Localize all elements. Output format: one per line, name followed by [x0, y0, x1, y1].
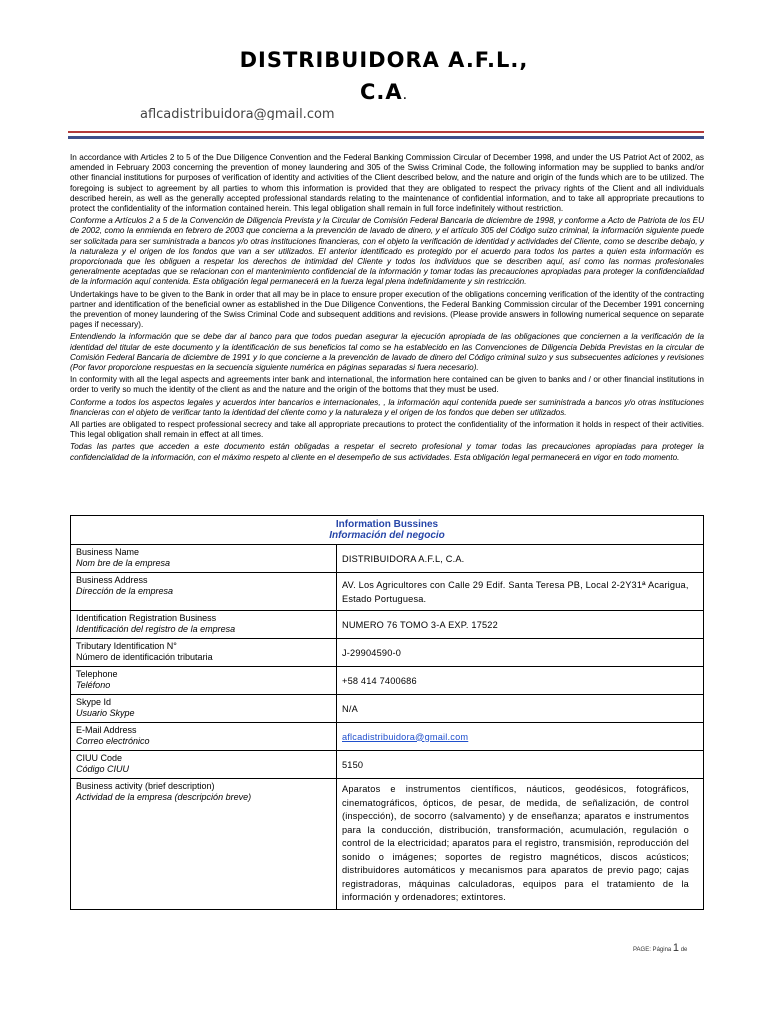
table-row	[71, 667, 704, 695]
business-info-table	[70, 515, 704, 910]
label-en: Business Name	[76, 547, 140, 557]
email-cell	[337, 723, 704, 751]
header-email: aflcadistribuidora@gmail.com	[140, 107, 335, 120]
row-label	[71, 667, 337, 695]
activity-value: Aparatos e instrumentos científicos, náuticos, geodésicos, fotográficos, cinematográficos, ópticos, de pesar, de medida, de señalización, de control (inspección), de socorro (salvamento) y de enseñanza; aparatos e instrumentos para la conducción, distribución, transformación, acumulación, regulación o control de la electricidad; aparatos para el registro, transmisión, reproducción del sonido o imágenes; soportes de registro magnéticos, discos acústicos; distribuidores automáticos y mecanismos para aparatos de previo pago; cajas registradoras, máquinas calculadoras, equipos para el tratamiento de la información y ordenadores; extintores.	[337, 779, 704, 910]
table-row	[71, 751, 704, 779]
label-es: Nom bre de la empresa	[76, 558, 171, 568]
registration-value: NUMERO 76 TOMO 3-A EXP. 17522	[337, 611, 704, 639]
label-en: Business Address	[76, 575, 148, 585]
paragraph-es-3: Conforme a todos los aspectos legales y acuerdos inter bancarios e internacionales, , la información aquí contenida puede ser suministrada a bancos y/o otras instituciones financieras con el objeto de verificar tanto la identidad del cliente como y la naturaleza y el origen de los fondos que deben ser utilizados.	[70, 397, 704, 417]
tax-id-value: J-29904590-0	[337, 639, 704, 667]
page-footer	[633, 942, 687, 954]
footer-label: PAGE: Página	[633, 947, 672, 953]
label-en: Tributary Identification N°	[76, 641, 177, 651]
label-en: Skype Id	[76, 697, 112, 707]
ciuu-value: 5150	[337, 751, 704, 779]
telephone-value: +58 414 7400686	[337, 667, 704, 695]
paragraph-en-1: In accordance with Articles 2 to 5 of the Due Diligence Convention and the Federal Banking Commission Circular of December 1998, and under the US Patriot Act of 2002, as amended in February 2003 concerning the prevention of money laundering and 305 of the Swiss Criminal Code, the following information may be supplied to banks and/or other financial institutions for purposes of verification of identity and activities of the Client described below, and the nature and origin of the funds which are to be utilized. The foregoing is subject to agreement by all parties to whom this information is provided that they are obligated to respect the privacy rights of the Client and all individuals described herein, as well as the generally accepted professional standards relating to the maintenance of confidential information, and to take all appropriate precautions to protect the confidentiality of the information contained herein. This legal obligation shall remain in full force indefinitely without restriction.	[70, 153, 704, 214]
table-header	[71, 516, 704, 545]
company-title-line2	[0, 80, 768, 104]
row-label	[71, 695, 337, 723]
paragraph-es-2: Entendiendo la información que se debe dar al banco para que todos puedan asegurar la ejecución apropiada de las obligaciones que conciernen a la verificación de la identidad del titular de este documento y la identificación de sus beneficios tal como se ha establecido en las Convenciones de Diligencia Debida Previstas en la circular de Comisión Federal Bancaria de diciembre de 1991 y lo que concierne a la prevención de lavado de dinero del Código criminal suizo y sus subsecuentes adiciones y revisiones (Por favor proporcione respuestas en la secuencia siguiente numérica en páginas separadas si fuera necesario).	[70, 332, 704, 373]
business-address-value: AV. Los Agricultores con Calle 29 Edif. Santa Teresa PB, Local 2-2Y31ª Acarigua, Estado Portuguesa.	[337, 573, 704, 611]
table-row	[71, 573, 704, 611]
row-label	[71, 573, 337, 611]
label-en: Telephone	[76, 669, 118, 679]
table-header-row	[71, 516, 704, 545]
business-name-value: DISTRIBUIDORA A.F.L, C.A.	[337, 545, 704, 573]
paragraph-en-3: In conformity with all the legal aspects and agreements inter bank and international, the information here contained can be given to banks and / or other financial institutions in order to verify so much the identity of the client as and the nature and the origin of the bottoms that they must be used.	[70, 375, 704, 395]
label-es: Código CIUU	[76, 764, 130, 774]
row-label	[71, 545, 337, 573]
company-title-ca: C.A	[359, 80, 403, 104]
table-header-es: Información del negocio	[329, 530, 445, 541]
footer-suffix: de	[680, 947, 688, 953]
skype-value: N/A	[337, 695, 704, 723]
table-row	[71, 723, 704, 751]
table-row	[71, 695, 704, 723]
page-number: 1	[672, 942, 680, 954]
row-label	[71, 751, 337, 779]
row-label	[71, 611, 337, 639]
legal-text	[70, 153, 704, 465]
label-es: Usuario Skype	[76, 708, 135, 718]
paragraph-en-2: Undertakings have to be given to the Bank in order that all may be in place to ensure proper execution of the obligations concerning verification of the identity of the contracting partner and identification of the beneficial owner as established in the Due Diligence Conventions, the Federal Banking Commission circular of the December 1991 concerning the prevention of money laundering of the Swiss Criminal Code and subsequent additions and revisions. (Please provide answers in following numerical sequence on separate pages if necessary).	[70, 289, 705, 330]
label-en: Business activity (brief description)	[76, 781, 215, 791]
label-es: Correo electrónico	[76, 736, 150, 746]
header-divider-blue	[68, 136, 704, 139]
paragraph-es-4: Todas las partes que acceden a este documento están obligadas a respetar el secreto profesional y tomar todas las precauciones apropiadas para proteger la confidencialidad de la información, con el máximo respeto al cliente en el desempeño de sus actividades. Esta obligación legal permanecerá en vigor en todo momento.	[70, 442, 704, 462]
label-es: Teléfono	[76, 680, 111, 690]
table-row	[71, 545, 704, 573]
row-label	[71, 639, 337, 667]
email-link[interactable]: aflcadistribuidora@gmail.com	[342, 731, 469, 742]
table-row	[71, 779, 704, 910]
row-label	[71, 723, 337, 751]
label-es: Identificación del registro de la empresa	[76, 624, 236, 634]
company-title-line1: DISTRIBUIDORA A.F.L.,	[239, 48, 529, 72]
label-en: E-Mail Address	[76, 725, 137, 735]
company-title-dot: .	[402, 87, 409, 103]
paragraph-en-4: All parties are obligated to respect professional secrecy and take all appropriate precautions to protect the confidentiality of the information it holds in respect of their activities. This legal obligation shall remain in effect at all times.	[70, 420, 704, 440]
row-label	[71, 779, 337, 910]
label-es: Número de identificación tributaria	[76, 652, 213, 662]
label-en: Identification Registration Business	[76, 613, 217, 623]
header-divider-red	[68, 131, 704, 133]
table-row	[71, 639, 704, 667]
table-header-en: Information Bussines	[335, 519, 439, 530]
label-es: Dirección de la empresa	[76, 586, 174, 596]
label-en: CIUU Code	[76, 753, 123, 763]
label-es: Actividad de la empresa (descripción breve)	[76, 792, 252, 802]
table-row	[71, 611, 704, 639]
paragraph-es-1: Conforme a Artículos 2 a 5 de la Convención de Diligencia Prevista y la Circular de Comisión Federal Bancaria de diciembre de 1998, y conforme a Acto de Patriota de los EU de 2002, como la enmienda en febrero de 2003 que concierna a la prevención de lavado de dinero, y el artículo 305 del Código suizo criminal, la información siguiente puede ser solicitada para ser suministrada a bancos y/o otras instituciones financieras, con el objeto la verificación de identidad y actividades del Cliente, como se describe debajo, y la naturaleza y el origen de los fondos que van a ser utilizados. El anterior identificado es protegido por el acuerdo para todos los partes a quien esta información es proporcionada que les obliguen a respetar los derechos de intimidad del Cliente y todos los individuos que se describen aquí, así como las normas profesionales generalmente aceptadas que se relacionan con el mantenimiento confidencial de la información y tomar todas las precauciones apropiadas para proteger la confidencialidad de la información aquí contenida. Esta obligación legal permanecerá en la fuerza legal plena indefinidamente y sin restricción.	[70, 216, 704, 287]
